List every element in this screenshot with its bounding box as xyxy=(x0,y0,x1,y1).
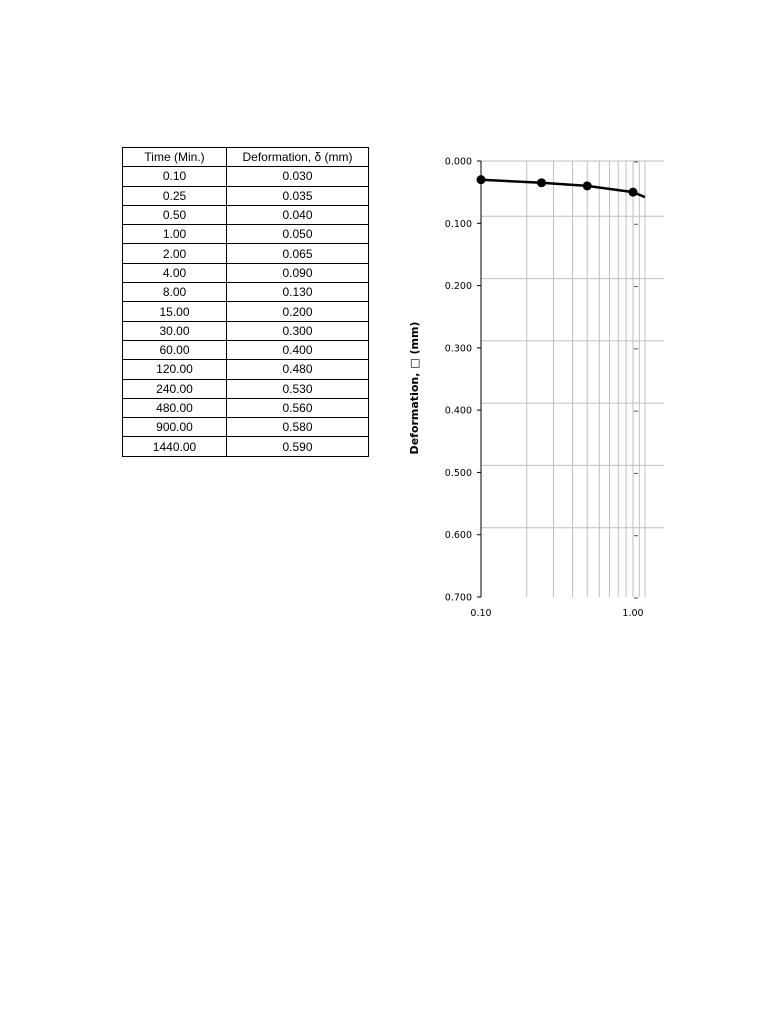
time-cell: 480.00 xyxy=(123,398,227,417)
y-tick-label: 0.000 xyxy=(444,156,472,168)
grid-lines xyxy=(481,161,664,597)
y-tick-label: 0.200 xyxy=(444,281,472,293)
deformation-cell: 0.590 xyxy=(227,437,369,456)
time-cell: 0.10 xyxy=(123,167,227,186)
time-cell: 1440.00 xyxy=(123,437,227,456)
time-cell: 2.00 xyxy=(123,244,227,263)
y-axis-title: Deformation, □ (mm) xyxy=(408,321,421,455)
deformation-cell: 0.580 xyxy=(227,418,369,437)
y-tick-label: 0.400 xyxy=(444,405,472,417)
time-cell: 900.00 xyxy=(123,418,227,437)
y-tick-label: 0.500 xyxy=(444,467,472,479)
time-cell: 30.00 xyxy=(123,321,227,340)
time-cell: 240.00 xyxy=(123,379,227,398)
y-tick-label: 0.300 xyxy=(444,343,472,355)
series xyxy=(477,175,646,197)
time-cell: 0.25 xyxy=(123,186,227,205)
time-cell: 120.00 xyxy=(123,360,227,379)
deformation-cell: 0.035 xyxy=(227,186,369,205)
deformation-cell: 0.065 xyxy=(227,244,369,263)
time-cell: 4.00 xyxy=(123,263,227,282)
deformation-cell: 0.090 xyxy=(227,263,369,282)
time-cell: 60.00 xyxy=(123,340,227,359)
deformation-cell: 0.300 xyxy=(227,321,369,340)
data-point xyxy=(629,188,638,197)
series-line xyxy=(481,180,645,197)
header-deformation: Deformation, δ (mm) xyxy=(227,148,369,167)
axes xyxy=(445,157,644,620)
y-tick-label: 0.700 xyxy=(444,592,472,604)
y-tick-label: 0.100 xyxy=(444,218,472,230)
x-tick-label: 1.00 xyxy=(622,608,644,619)
deformation-cell: 0.400 xyxy=(227,340,369,359)
deformation-cell: 0.530 xyxy=(227,379,369,398)
data-point xyxy=(537,178,546,187)
deformation-cell: 0.040 xyxy=(227,205,369,224)
deformation-cell: 0.030 xyxy=(227,167,369,186)
header-time: Time (Min.) xyxy=(123,148,227,167)
x-tick-label: 0.10 xyxy=(470,608,492,619)
deformation-cell: 0.480 xyxy=(227,360,369,379)
time-cell: 1.00 xyxy=(123,225,227,244)
time-cell: 8.00 xyxy=(123,283,227,302)
deformation-cell: 0.560 xyxy=(227,398,369,417)
data-point xyxy=(477,175,486,184)
deformation-cell: 0.130 xyxy=(227,283,369,302)
deformation-cell: 0.200 xyxy=(227,302,369,321)
data-point xyxy=(583,181,592,190)
time-cell: 15.00 xyxy=(123,302,227,321)
y-tick-label: 0.600 xyxy=(444,530,472,542)
deformation-cell: 0.050 xyxy=(227,225,369,244)
time-cell: 0.50 xyxy=(123,205,227,224)
